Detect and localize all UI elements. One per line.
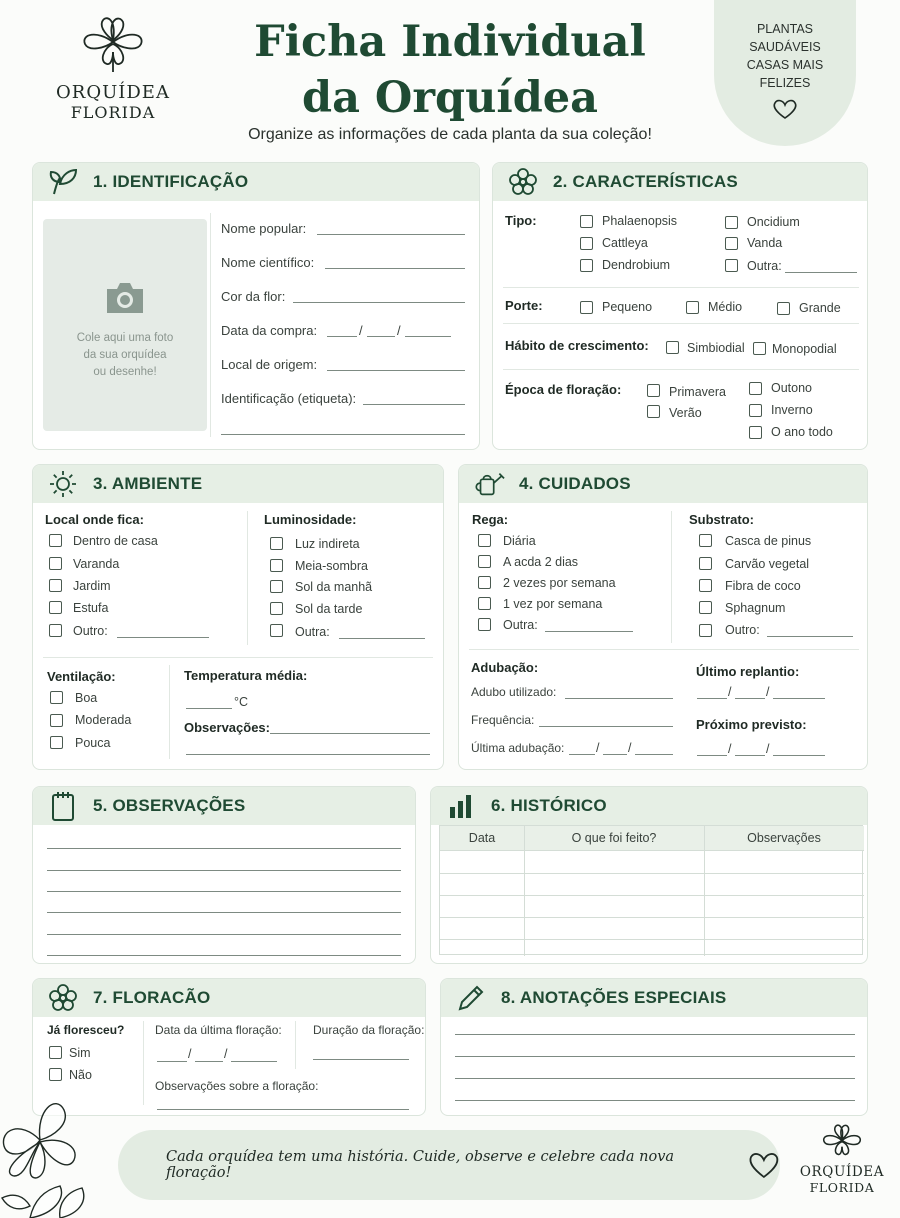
date-line[interactable] xyxy=(367,336,395,337)
input-line[interactable] xyxy=(317,234,465,235)
column-header-feito: O que foi feito? xyxy=(571,831,657,845)
option-label: Carvão vegetal xyxy=(725,557,810,571)
checkbox[interactable] xyxy=(699,601,712,614)
label-obs-floracao: Observações sobre a floração: xyxy=(155,1079,319,1093)
section-header xyxy=(33,163,479,201)
checkbox[interactable] xyxy=(49,557,62,570)
date-line[interactable] xyxy=(735,698,765,699)
label-substrato: Substrato: xyxy=(689,512,754,527)
label-data-ultima: Data da última floração: xyxy=(155,1023,282,1037)
notepad-icon xyxy=(49,790,77,822)
page-title xyxy=(200,14,700,126)
input-line[interactable] xyxy=(293,302,465,303)
checkbox[interactable] xyxy=(725,216,738,229)
section-header xyxy=(431,787,867,825)
option-label: Meia-sombra xyxy=(295,559,368,573)
camera-icon xyxy=(103,279,147,317)
option-label: Outra: xyxy=(503,618,538,632)
section-header xyxy=(33,465,443,503)
checkbox[interactable] xyxy=(580,259,593,272)
checkbox[interactable] xyxy=(725,237,738,250)
checkbox[interactable] xyxy=(270,537,283,550)
table-row[interactable] xyxy=(440,873,864,874)
option-label: Outro: xyxy=(73,624,108,638)
writing-line[interactable] xyxy=(455,1078,855,1079)
flower-icon xyxy=(508,168,538,196)
option-label: Dentro de casa xyxy=(73,534,158,548)
badge-line1: PLANTAS xyxy=(756,22,814,36)
option-label: O ano todo xyxy=(771,425,833,439)
photo-hint-3: ou desenhe! xyxy=(93,366,157,378)
field-local-origem: Local de origem: xyxy=(221,357,318,372)
input-line[interactable] xyxy=(363,404,465,405)
option-label: Vanda xyxy=(747,236,783,250)
checkbox[interactable] xyxy=(50,691,63,704)
field-nome-cientifico: Nome científico: xyxy=(221,255,315,270)
input-line[interactable] xyxy=(785,272,857,273)
option-label: Verão xyxy=(669,406,702,420)
checkbox[interactable] xyxy=(478,534,491,547)
field-frequencia: Frequência: xyxy=(471,713,535,727)
checkbox[interactable] xyxy=(49,534,62,547)
option-label: Outono xyxy=(771,381,813,395)
checkbox[interactable] xyxy=(50,714,63,727)
checkbox[interactable] xyxy=(478,555,491,568)
input-line[interactable] xyxy=(325,268,465,269)
history-table xyxy=(439,825,863,955)
date-line[interactable] xyxy=(195,1061,223,1062)
input-line[interactable] xyxy=(767,636,853,637)
option-label: Estufa xyxy=(73,601,109,615)
label-ventilacao: Ventilação: xyxy=(47,669,116,684)
checkbox[interactable] xyxy=(478,618,491,631)
label-observacoes: Observações: xyxy=(184,720,270,735)
date-line[interactable] xyxy=(635,754,673,755)
date-line[interactable] xyxy=(697,755,727,756)
section-title: 7. FLORACÃO xyxy=(93,988,211,1007)
option-label: Oncidium xyxy=(747,215,800,229)
label-adubacao: Adubação: xyxy=(471,660,539,675)
label-ultimo-replantio: Último replantio: xyxy=(696,664,800,679)
page-title-line1: Ficha Individual xyxy=(254,17,646,67)
bar-chart-icon xyxy=(447,793,475,819)
option-label: Outra: xyxy=(747,259,782,273)
option-label: Sol da manhã xyxy=(295,580,373,594)
section-header xyxy=(441,979,867,1017)
checkbox[interactable] xyxy=(270,624,283,637)
option-label: Luz indireta xyxy=(295,537,360,551)
checkbox[interactable] xyxy=(49,579,62,592)
option-label: Outro: xyxy=(725,623,760,637)
page-subtitle: Organize as informações de cada planta da sua coleção! xyxy=(248,126,652,143)
option-label: Dendrobium xyxy=(602,258,671,272)
column-header-data: Data xyxy=(468,831,496,845)
date-line[interactable] xyxy=(231,1061,277,1062)
writing-line[interactable] xyxy=(47,955,401,956)
input-line[interactable] xyxy=(117,637,209,638)
section-header xyxy=(493,163,867,201)
option-label: Jardim xyxy=(73,579,111,593)
checkbox[interactable] xyxy=(50,736,63,749)
checkbox[interactable] xyxy=(725,259,738,272)
checkbox[interactable] xyxy=(686,301,699,314)
field-ultima-adubacao: Última adubação: xyxy=(471,741,565,755)
badge-line3: CASAS MAIS xyxy=(746,58,824,72)
photo-hint-2: da sua orquídea xyxy=(83,349,167,361)
section-floracao: 7. FLORACÃO Já floresceu? Sim Não Data da última floração: / / Duração da floração: Observações sobre a floração: xyxy=(32,978,426,1116)
flower-icon xyxy=(48,984,78,1012)
input-line[interactable] xyxy=(327,370,465,371)
option-label: Sol da tarde xyxy=(295,602,363,616)
option-label: Grande xyxy=(799,301,841,315)
writing-line[interactable] xyxy=(47,870,401,871)
section-title: 4. CUIDADOS xyxy=(519,474,631,493)
column-header-obs: Observações xyxy=(747,831,821,845)
checkbox[interactable] xyxy=(580,301,593,314)
option-label: Não xyxy=(69,1068,92,1082)
table-row[interactable] xyxy=(440,917,864,918)
section-title: 3. AMBIENTE xyxy=(93,474,203,493)
section-title: 8. ANOTAÇÕES ESPECIAIS xyxy=(501,988,727,1007)
input-line[interactable] xyxy=(157,1109,409,1110)
brand-name-line1: ORQUÍDEA xyxy=(799,1164,885,1180)
writing-line[interactable] xyxy=(47,891,401,892)
checkbox[interactable] xyxy=(478,576,491,589)
section-caracteristicas xyxy=(492,162,868,450)
sun-icon xyxy=(48,469,78,499)
label-porte: Porte: xyxy=(505,298,543,313)
option-label: Outra: xyxy=(295,625,330,639)
section-header xyxy=(459,465,867,503)
checkbox[interactable] xyxy=(749,404,762,417)
option-label: Pouca xyxy=(75,736,111,750)
option-label: Moderada xyxy=(75,713,132,727)
checkbox[interactable] xyxy=(49,1046,62,1059)
section-identificacao: 1. IDENTIFICAÇÃO Cole aqui uma foto da sua orquídea ou desenhe! Nome popular: Nome científico: Cor da flor: Data da compra: / / Local de origem: Identificação (etiqueta): xyxy=(32,162,480,450)
label-duracao: Duração da floração: xyxy=(313,1023,425,1037)
input-line[interactable] xyxy=(186,708,232,709)
date-line[interactable] xyxy=(773,698,825,699)
input-line[interactable] xyxy=(270,733,430,734)
section-anotacoes xyxy=(440,978,868,1116)
checkbox[interactable] xyxy=(749,426,762,439)
input-line[interactable] xyxy=(565,698,673,699)
option-label: Fibra de coco xyxy=(725,579,801,593)
option-label: Phalaenopsis xyxy=(602,214,678,228)
section-title: 6. HISTÓRICO xyxy=(491,796,607,815)
heart-icon xyxy=(772,98,798,120)
date-line[interactable] xyxy=(773,755,825,756)
checkbox[interactable] xyxy=(699,579,712,592)
input-line[interactable] xyxy=(221,434,465,435)
section-title: 2. CARACTERÍSTICAS xyxy=(553,172,738,191)
writing-line[interactable] xyxy=(47,934,401,935)
badge-line2: SAUDÁVEIS xyxy=(749,40,821,54)
field-data-compra: Data da compra: xyxy=(221,323,318,338)
label-temperatura: Temperatura média: xyxy=(184,668,308,683)
section-historico xyxy=(430,786,868,964)
option-label: Sphagnum xyxy=(725,601,786,615)
checkbox[interactable] xyxy=(49,624,62,637)
photo-hint-1: Cole aqui uma foto xyxy=(76,332,174,344)
brand-name-line2: FLORIDA xyxy=(70,103,156,122)
date-line[interactable] xyxy=(157,1061,187,1062)
checkbox[interactable] xyxy=(270,602,283,615)
footer-banner xyxy=(118,1130,780,1200)
brand-name-line2: FLORIDA xyxy=(809,1180,875,1195)
writing-line[interactable] xyxy=(455,1100,855,1101)
section-title: 1. IDENTIFICAÇÃO xyxy=(93,172,249,191)
label-local: Local onde fica: xyxy=(45,512,144,527)
checkbox[interactable] xyxy=(580,237,593,250)
checkbox[interactable] xyxy=(647,384,660,397)
section-cuidados: 4. CUIDADOS Rega: Diária A acda 2 dias 2 vezes por semana 1 vez por semana Outra: Substrato: Casca de pinus Carvão vegetal Fibra de coco Sphagnum Outro: Adubação: Adubo utilizado: Frequência: Última adubação: / / Último replantio: / / Próximo previsto: / / xyxy=(458,464,868,770)
checkbox[interactable] xyxy=(580,215,593,228)
date-line[interactable] xyxy=(735,755,765,756)
option-label: Pequeno xyxy=(602,300,653,314)
pencil-icon xyxy=(456,983,486,1013)
checkbox[interactable] xyxy=(666,341,679,354)
option-label: 1 vez por semana xyxy=(503,597,603,611)
footer-logo xyxy=(794,1120,890,1210)
temperature-unit: °C xyxy=(234,695,249,709)
checkbox[interactable] xyxy=(49,601,62,614)
option-label: 2 vezes por semana xyxy=(503,576,616,590)
checkbox[interactable] xyxy=(647,405,660,418)
option-label: Cattleya xyxy=(602,236,648,250)
writing-line[interactable] xyxy=(47,848,401,849)
checkbox[interactable] xyxy=(699,557,712,570)
checkbox[interactable] xyxy=(699,534,712,547)
watering-can-icon xyxy=(473,469,505,499)
footer-quote: Cada orquídea tem uma história. Cuide, observe e celebre cada nova floração! xyxy=(166,1149,675,1181)
input-line[interactable] xyxy=(539,726,673,727)
section-title: 5. OBSERVAÇÕES xyxy=(93,796,246,815)
table-row[interactable] xyxy=(440,895,864,896)
input-line[interactable] xyxy=(313,1059,409,1060)
page-title-line2: da Orquídea xyxy=(302,73,598,123)
date-line[interactable] xyxy=(405,336,451,337)
section-header xyxy=(33,787,415,825)
writing-line[interactable] xyxy=(455,1056,855,1057)
option-label: Inverno xyxy=(771,403,813,417)
table-row[interactable] xyxy=(440,939,864,940)
checkbox[interactable] xyxy=(753,342,766,355)
option-label: Médio xyxy=(708,300,743,314)
field-cor-flor: Cor da flor: xyxy=(221,289,286,304)
option-label: Sim xyxy=(69,1046,91,1060)
input-line[interactable] xyxy=(339,638,425,639)
input-line[interactable] xyxy=(186,754,430,755)
brand-name-line1: ORQUÍDEA xyxy=(56,82,170,103)
checkbox[interactable] xyxy=(777,302,790,315)
section-observacoes xyxy=(32,786,416,964)
date-line[interactable] xyxy=(569,754,595,755)
label-habito: Hábito de crescimento: xyxy=(505,338,649,353)
date-line[interactable] xyxy=(697,698,727,699)
option-label: Simbiodial xyxy=(687,341,745,355)
field-nome-popular: Nome popular: xyxy=(221,221,307,236)
label-rega: Rega: xyxy=(472,512,509,527)
date-line[interactable] xyxy=(603,754,627,755)
checkbox[interactable] xyxy=(270,580,283,593)
checkbox[interactable] xyxy=(749,382,762,395)
leaf-icon xyxy=(48,168,78,196)
checkbox[interactable] xyxy=(270,559,283,572)
orchid-illustration-icon xyxy=(0,1080,120,1218)
brand-logo xyxy=(48,12,178,132)
photo-placeholder[interactable] xyxy=(43,219,207,431)
input-line[interactable] xyxy=(545,631,633,632)
option-label: A acda 2 dias xyxy=(503,555,579,569)
option-label: Primavera xyxy=(669,385,726,399)
badge-line4: FELIZES xyxy=(759,76,811,90)
option-label: Varanda xyxy=(73,557,120,571)
writing-line[interactable] xyxy=(455,1034,855,1035)
option-label: Casca de pinus xyxy=(725,534,812,548)
slogan-badge xyxy=(714,0,856,146)
option-label: Monopodial xyxy=(772,342,837,356)
label-ja-floresceu: Já floresceu? xyxy=(47,1023,125,1037)
heart-icon xyxy=(748,1151,780,1179)
checkbox[interactable] xyxy=(478,597,491,610)
label-proximo-previsto: Próximo previsto: xyxy=(696,717,807,732)
orchid-logo-icon xyxy=(77,12,149,74)
option-label: Boa xyxy=(75,691,98,705)
label-epoca: Época de floração: xyxy=(505,382,622,397)
label-tipo: Tipo: xyxy=(505,213,537,228)
date-line[interactable] xyxy=(327,336,357,337)
writing-line[interactable] xyxy=(47,912,401,913)
orchid-logo-icon xyxy=(819,1120,865,1162)
label-luminosidade: Luminosidade: xyxy=(264,512,357,527)
field-identificacao: Identificação (etiqueta): xyxy=(221,391,357,406)
field-adubo: Adubo utilizado: xyxy=(471,685,557,699)
checkbox[interactable] xyxy=(699,624,712,637)
section-ambiente xyxy=(32,464,444,770)
option-label: Diária xyxy=(503,534,536,548)
section-header xyxy=(33,979,425,1017)
